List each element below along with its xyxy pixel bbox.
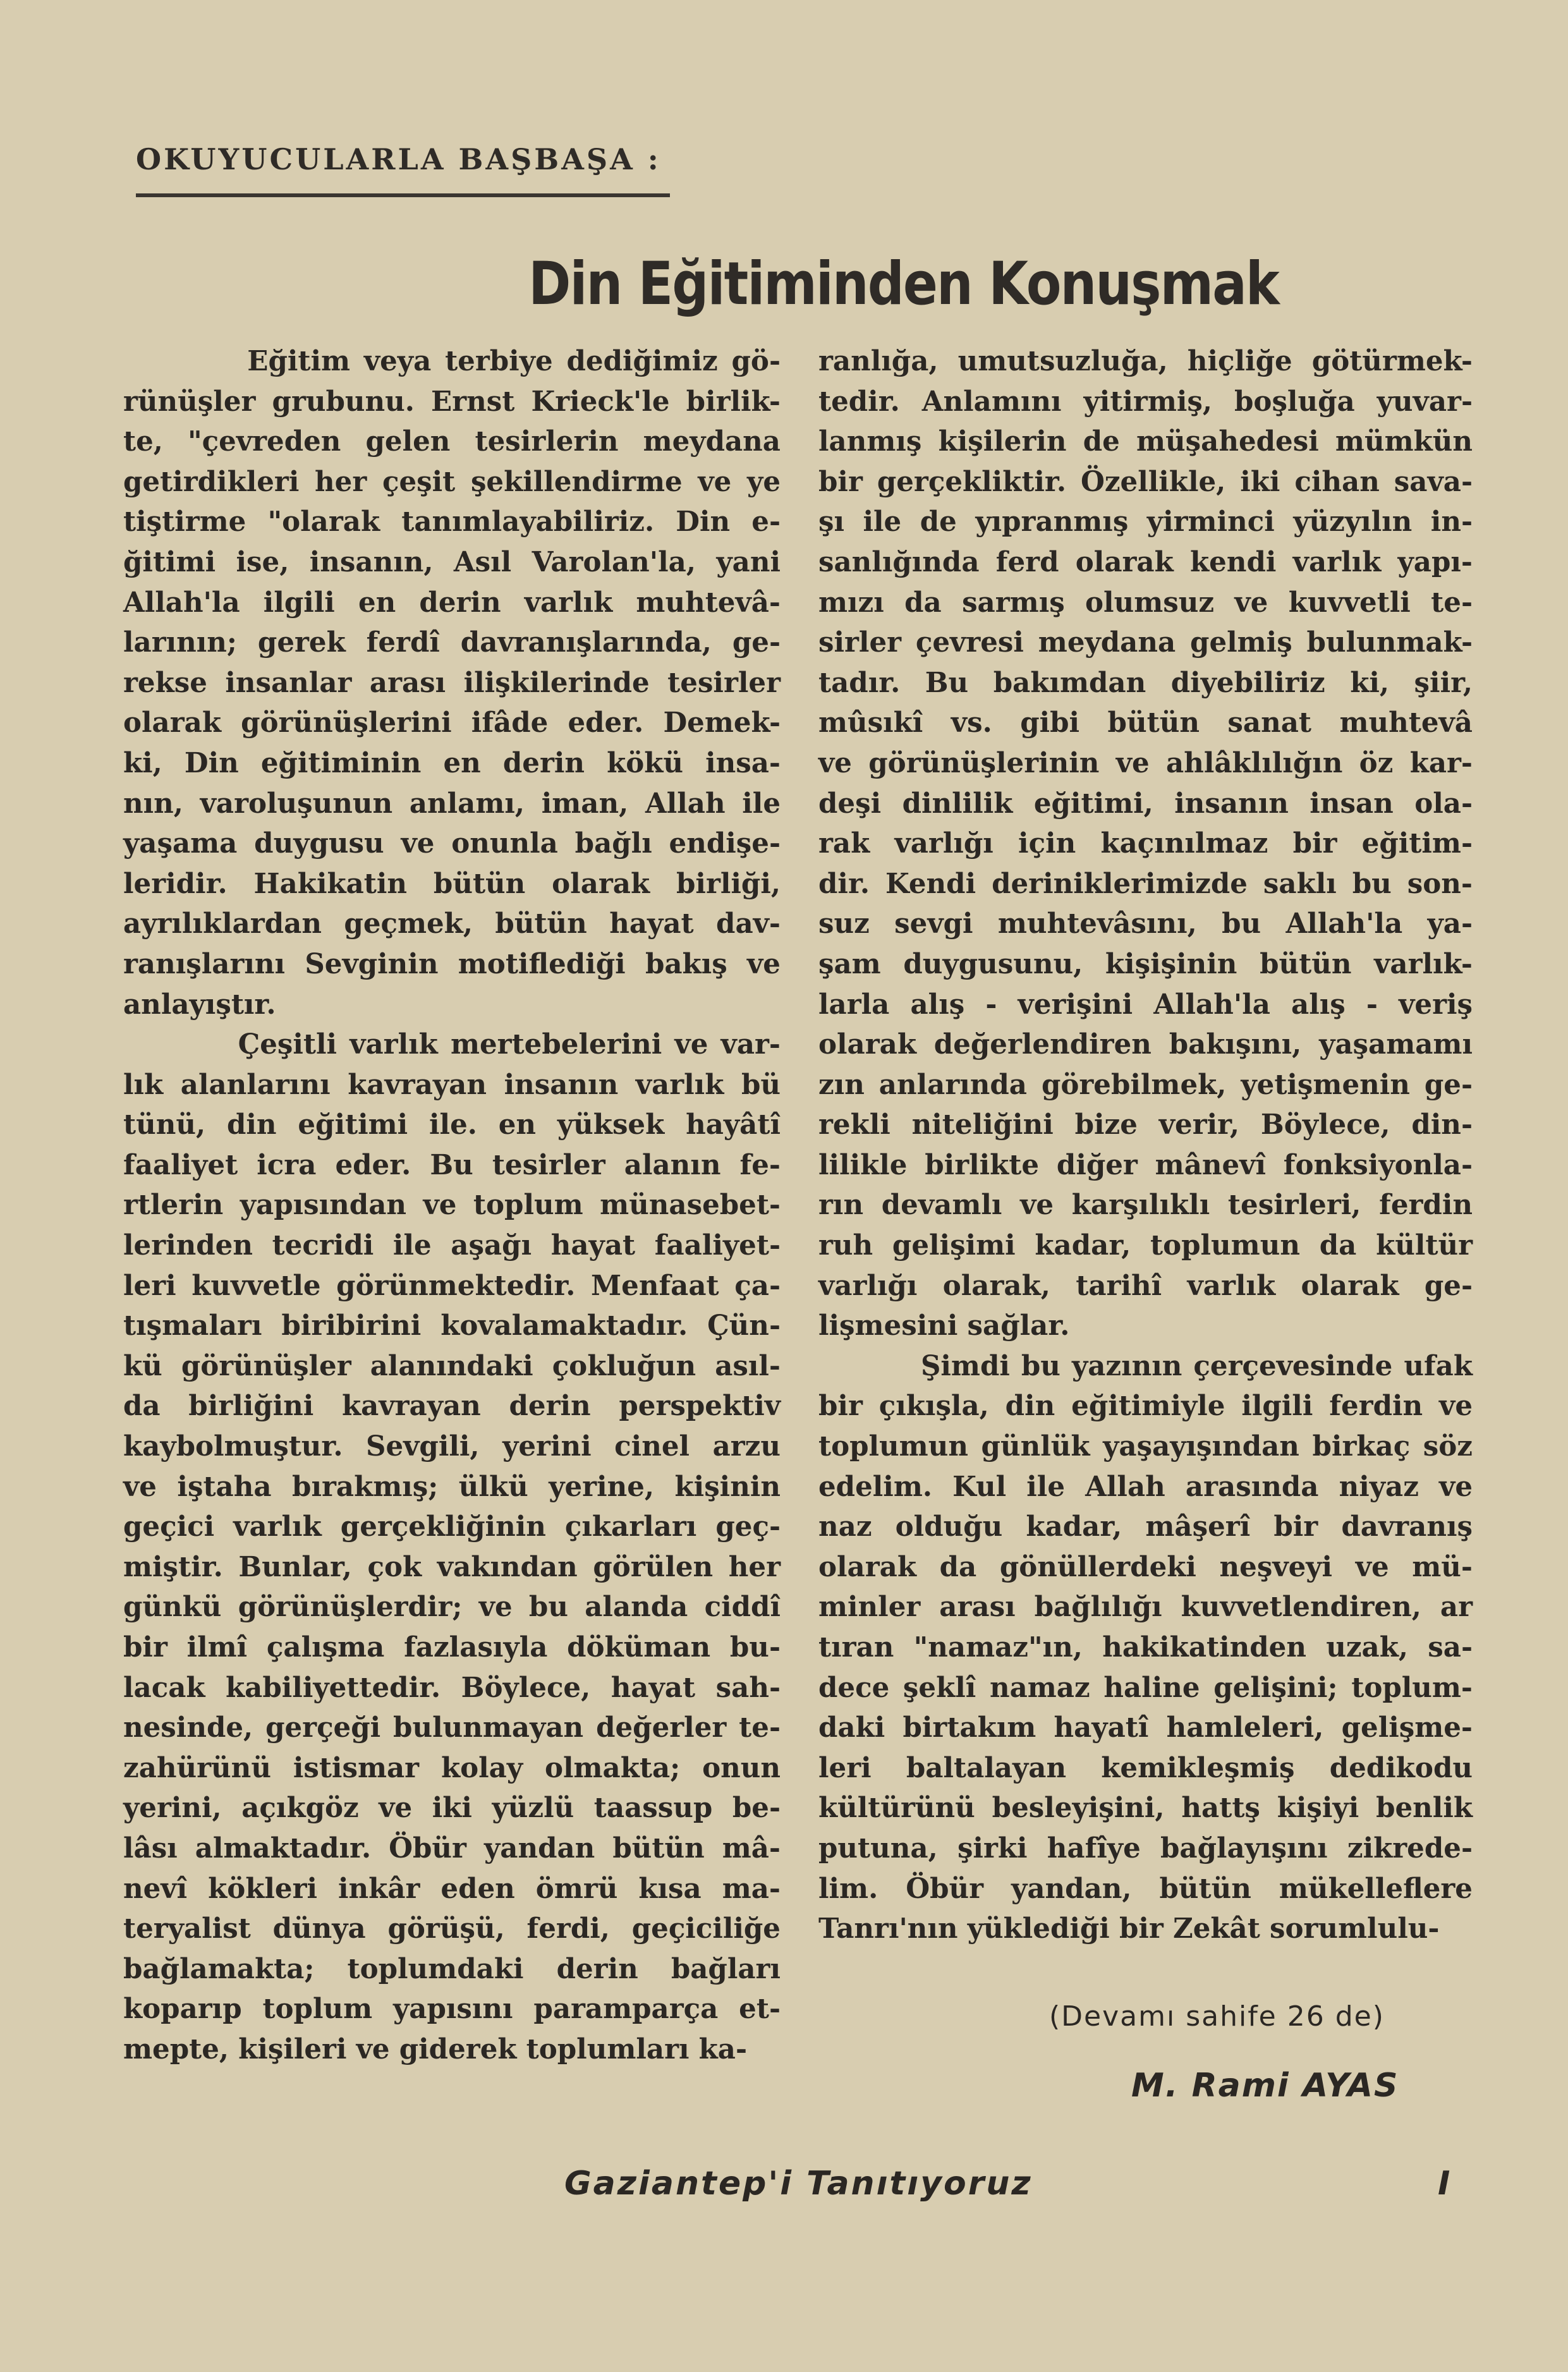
text-line: edelim. Kul ile Allah arasında niyaz ve [818, 1470, 1473, 1503]
text-line: olarak değerlendiren bakışını, yaşamamı [818, 1028, 1473, 1061]
text-line: kaybolmuştur. Sevgili, yerini cinel arzu [123, 1430, 781, 1463]
article-title: Din Eğitiminden Konuşmak [528, 250, 1279, 319]
text-line: anlayıştır. [123, 988, 276, 1021]
text-line: suz sevgi muhtevâsını, bu Allah'la ya- [818, 908, 1473, 940]
text-line: lim. Öbür yandan, bütün mükelleflere [818, 1872, 1473, 1905]
text-line: leridir. Hakikatin bütün olarak birliği, [123, 867, 781, 900]
text-line: koparıp toplum yapısını paramparça et- [123, 1993, 781, 2026]
text-line: tünü, din eğitimi ile. en yüksek hayâtî [123, 1109, 781, 1141]
page-number: I [1438, 2165, 1450, 2203]
text-line: zın anlarında görebilmek, yetişmenin ge- [818, 1068, 1473, 1101]
text-line: Eğitim veya terbiye dediğimiz gö- [123, 345, 781, 377]
text-line: olarak da gönüllerdeki neşveyi ve mü- [818, 1550, 1473, 1583]
text-line: dir. Kendi deriniklerimizde saklı bu son- [818, 867, 1473, 900]
text-line: lilikle birlikte diğer mânevî fonksiyonla- [818, 1148, 1473, 1181]
text-line: ve iştaha bırakmış; ülkü yerine, kişinin [123, 1470, 781, 1503]
text-line: nesinde, gerçeği bulunmayan değerler te- [123, 1712, 781, 1744]
text-line: zahürünü istismar kolay olmakta; onun [123, 1751, 781, 1784]
text-line: bir çıkışla, din eğitimiyle ilgili ferdin ve [818, 1390, 1473, 1423]
text-line: larının; gerek ferdî davranışlarında, ge- [123, 626, 781, 659]
text-line: te, "çevreden gelen tesirlerin meydana [123, 425, 781, 458]
text-line: günkü görünüşlerdir; ve bu alanda ciddî [123, 1591, 781, 1624]
text-line: tedir. Anlamını yitirmiş, boşluğa yuvar- [818, 385, 1473, 418]
text-line: geçici varlık gerçekliğinin çıkarları geç- [123, 1511, 781, 1543]
text-line: mûsıkî vs. gibi bütün sanat muhtevâ [818, 707, 1473, 739]
text-line: şam duygusunu, kişişinin bütün varlık- [818, 947, 1473, 980]
text-line: mızı da sarmış olumsuz ve kuvvetli te- [818, 586, 1473, 619]
text-line: sanlığında ferd olarak kendi varlık yapı- [818, 545, 1473, 578]
text-line: Şimdi bu yazının çerçevesinde ufak [818, 1349, 1473, 1382]
text-line: ki, Din eğitiminin en derin kökü insa- [123, 746, 781, 779]
text-line: rak varlığı için kaçınılmaz bir eğitim- [818, 827, 1473, 860]
text-line: naz olduğu kadar, mâşerî bir davranış [818, 1511, 1473, 1543]
text-line: Allah'la ilgili en derin varlık muhtevâ- [123, 586, 781, 619]
text-line: mepte, kişileri ve giderek toplumları ka- [123, 2033, 748, 2065]
text-line: leri kuvvetle görünmektedir. Menfaat ça- [123, 1269, 781, 1302]
text-line: larla alış - verişini Allah'la alış - veriş [818, 988, 1473, 1021]
text-line: lâsı almaktadır. Öbür yandan bütün mâ- [123, 1832, 781, 1864]
text-line: da birliğini kavrayan derin perspektiv [123, 1390, 781, 1423]
text-line: rünüşler grubunu. Ernst Krieck'le birlik- [123, 385, 781, 418]
left-column [123, 341, 781, 2070]
text-line: rekli niteliğini bize verir, Böylece, din- [818, 1109, 1473, 1141]
text-line: toplumun günlük yaşayışından birkaç söz [818, 1430, 1473, 1463]
text-line: ve görünüşlerinin ve ahlâklılığın öz kar- [818, 746, 1473, 779]
section-label: OKUYUCULARLA BAŞBAŞA : [136, 142, 661, 176]
text-line: nevî kökleri inkâr eden ömrü kısa ma- [123, 1872, 781, 1905]
text-line: rtlerin yapısından ve toplum münasebet- [123, 1189, 781, 1222]
text-line: ruh gelişimi kadar, toplumun da kültür [818, 1229, 1473, 1262]
text-line: faaliyet icra eder. Bu tesirler alanın fe- [123, 1148, 781, 1181]
text-line: bir ilmî çalışma fazlasıyla döküman bu- [123, 1631, 781, 1663]
text-line: lık alanlarını kavrayan insanın varlık bü [123, 1068, 781, 1101]
text-line: şı ile de yıpranmış yirminci yüzyılın in- [818, 506, 1473, 538]
text-line: olarak görünüşlerini ifâde eder. Demek- [123, 707, 781, 739]
text-line: ayrılıklardan geçmek, bütün hayat dav- [123, 908, 781, 940]
text-line: ranışlarını Sevginin motiflediği bakış ve [123, 947, 781, 980]
text-line: daki birtakım hayatî hamleleri, gelişme- [818, 1712, 1473, 1744]
text-line: Çeşitli varlık mertebelerini ve var- [123, 1028, 781, 1061]
text-line: lanmış kişilerin de müşahedesi mümkün [818, 425, 1473, 458]
text-line: yaşama duygusu ve onunla bağlı endişe- [123, 827, 781, 860]
text-line: tışmaları biribirini kovalamaktadır. Çün- [123, 1310, 781, 1342]
text-line: tadır. Bu bakımdan diyebiliriz ki, şiir, [818, 666, 1473, 699]
text-line: kültürünü besleyişini, hattş kişiyi benlik [818, 1792, 1473, 1825]
footer-title: Gaziantep'i Tanıtıyoruz [564, 2165, 1033, 2203]
section-rule [136, 193, 670, 197]
text-line: nın, varoluşunun anlamı, iman, Allah ile [123, 787, 781, 820]
text-line: rekse insanlar arası ilişkilerinde tesirler [123, 666, 781, 699]
text-line: varlığı olarak, tarihî varlık olarak ge- [818, 1269, 1473, 1302]
text-line: kü görünüşler alanındaki çokluğun asıl- [123, 1349, 781, 1382]
text-line: ğitimi ise, insanın, Asıl Varolan'la, yani [123, 545, 781, 578]
text-line: getirdikleri her çeşit şekillendirme ve ye [123, 465, 781, 498]
text-line: teryalist dünya görüşü, ferdi, geçiciliğe [123, 1913, 781, 1945]
author-name: M. Rami AYAS [1131, 2067, 1399, 2105]
text-line: lişmesini sağlar. [818, 1310, 1070, 1342]
continued-note: (Devamı sahife 26 de) [1049, 2000, 1385, 2033]
text-line: tıran "namaz"ın, hakikatinden uzak, sa- [818, 1631, 1473, 1663]
text-line: Tanrı'nın yüklediği bir Zekât sorumlulu- [818, 1913, 1440, 1945]
text-line: miştir. Bunlar, çok vakından görülen her [123, 1550, 781, 1583]
text-line: bağlamakta; toplumdaki derin bağları [123, 1952, 781, 1985]
text-line: ranlığa, umutsuzluğa, hiçliğe götürmek- [818, 345, 1473, 377]
text-line: tiştirme "olarak tanımlayabiliriz. Din e- [123, 506, 781, 538]
text-line: yerini, açıkgöz ve iki yüzlü taassup be- [123, 1792, 781, 1825]
text-line: lacak kabiliyettedir. Böylece, hayat sah- [123, 1671, 781, 1704]
text-line: rın devamlı ve karşılıklı tesirleri, ferdin [818, 1189, 1473, 1222]
text-line: leri baltalayan kemikleşmiş dedikodu [818, 1751, 1473, 1784]
text-line: dece şeklî namaz haline gelişini; toplum- [818, 1671, 1473, 1704]
text-line: putuna, şirki hafîye bağlayışını zikrede- [818, 1832, 1473, 1864]
text-line: bir gerçekliktir. Özellikle, iki cihan sava- [818, 465, 1473, 498]
text-line: minler arası bağlılığı kuvvetlendiren, ar [818, 1591, 1473, 1624]
text-line: lerinden tecridi ile aşağı hayat faaliyet- [123, 1229, 781, 1262]
text-line: deşi dinlilik eğitimi, insanın insan ola- [818, 787, 1473, 820]
right-column [818, 341, 1473, 1949]
text-line: sirler çevresi meydana gelmiş bulunmak- [818, 626, 1473, 659]
